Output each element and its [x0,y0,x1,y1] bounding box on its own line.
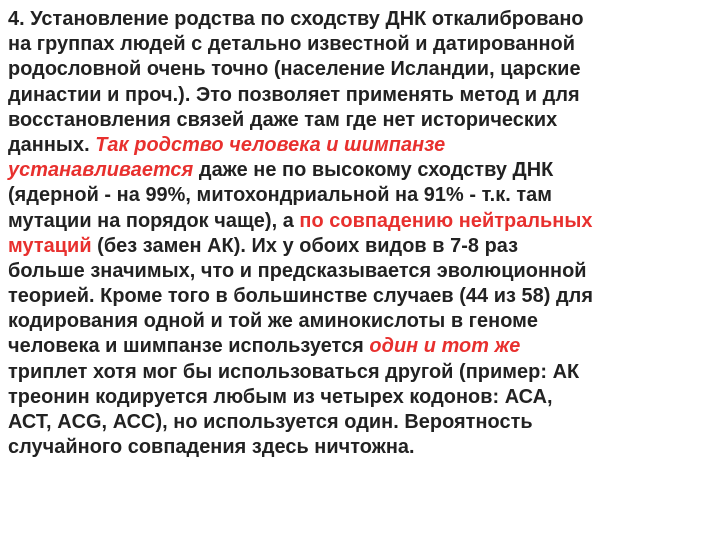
text-line [8,32,714,57]
text-line [8,259,714,284]
text-line [8,309,714,334]
text-segment: на группах людей с детально известной и датированной [8,33,576,56]
text-line [8,108,714,133]
text-segment: (без замен АК). Их у обоих видов в 7-8 раз [91,234,519,257]
slide-body-text [8,7,714,460]
text-segment: кодирования одной и той же аминокислоты в геноме [8,310,539,333]
text-segment: 4. Установление родства по сходству ДНК откалибровано [8,8,584,30]
text-line [8,158,714,183]
text-line [8,410,714,435]
text-line [8,83,714,108]
text-line [8,284,714,309]
text-segment: теорией. Кроме того в большинстве случаев (44 из 58) для [8,285,593,308]
text-line [8,435,714,460]
text-segment: родословной очень точно (население Исландии, царские [8,58,581,81]
highlighted-italic-text: Так родство человека и шимпанзе [95,133,446,156]
text-segment: триплет хотя мог бы использоваться другой (пример: АК [8,360,580,383]
text-line [8,360,714,385]
text-segment: мутации на порядок чаще), а [8,209,300,232]
text-segment: (ядерной - на 99%, митохондриальной на 91% - т.к. там [8,184,553,207]
text-segment: данных. [8,133,96,156]
text-line [8,183,714,208]
text-segment: АСТ, ACG, АСС), но используется один. Вероятность [8,411,533,433]
highlighted-text: мутаций [8,234,92,257]
text-line [8,209,714,234]
text-line [8,133,714,158]
text-segment: случайного совпадения здесь ничтожна. [8,436,415,459]
highlighted-italic-text: один и тот же [369,335,521,358]
text-segment: треонин кодируется любым из четырех кодонов: АСА, [8,385,553,408]
text-segment: человека и шимпанзе используется [8,335,370,358]
text-line [8,385,714,410]
text-line [8,334,714,359]
text-line [8,234,714,259]
text-segment: даже не по высокому сходству ДНК [193,159,554,182]
highlighted-text: по совпадению нейтральных [299,209,593,232]
text-line [8,57,714,82]
highlighted-italic-text: устанавливается [8,159,194,182]
text-segment: больше значимых, что и предсказывается эволюционной [8,259,587,282]
text-segment: династии и проч.). Это позволяет применять метод и для [8,83,580,106]
text-segment: восстановления связей даже там где нет исторических [8,108,558,131]
text-line [8,7,714,32]
